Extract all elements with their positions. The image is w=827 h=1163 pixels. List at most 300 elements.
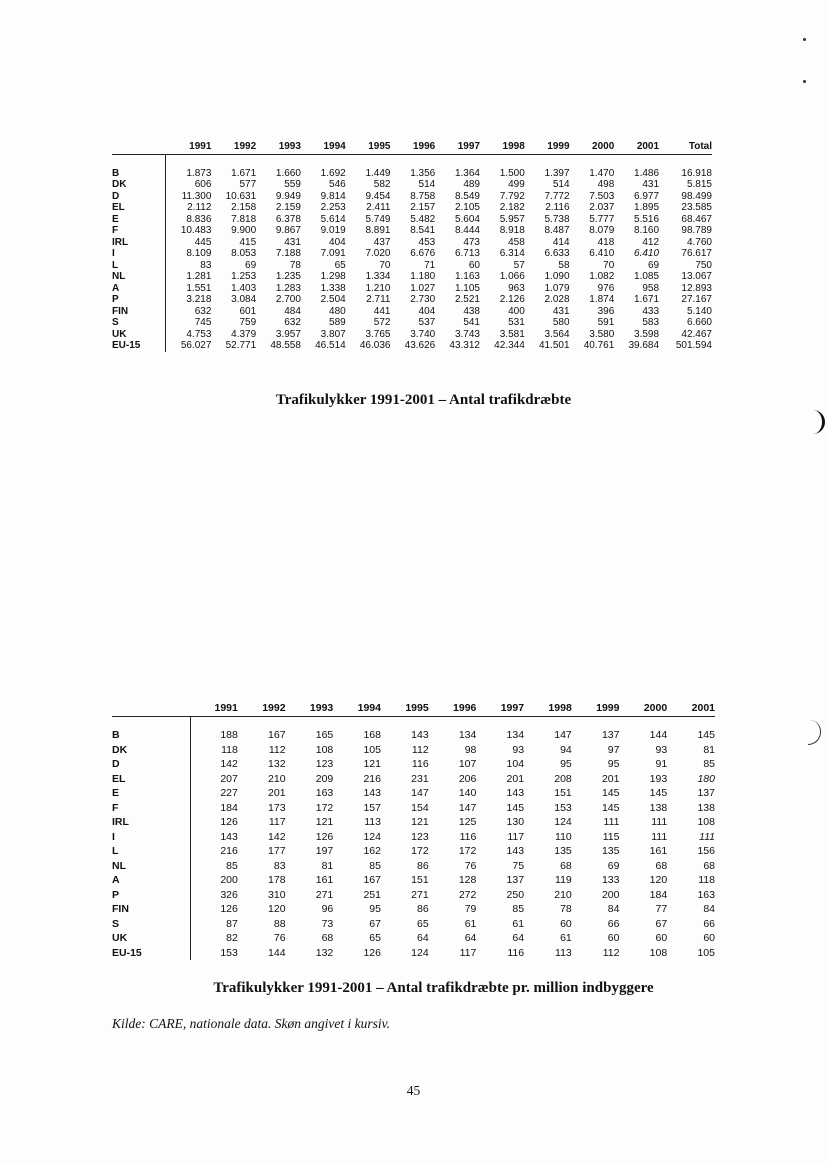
table-cell: 250 xyxy=(506,888,525,901)
table-cell: 11.300 xyxy=(181,190,212,202)
table-cell: 60 xyxy=(607,932,620,944)
column-header: Total xyxy=(659,138,712,155)
table-row xyxy=(112,902,715,917)
table-cell: 514 xyxy=(552,179,570,191)
country-label: S xyxy=(112,318,166,330)
table-cell: 499 xyxy=(508,179,525,191)
table-cell: 40.761 xyxy=(583,340,615,352)
table-cell: 144 xyxy=(268,946,286,959)
table-cell: 111 xyxy=(651,830,668,843)
fatalities-table-body xyxy=(112,155,712,353)
table-cell: 60 xyxy=(468,259,480,271)
column-header: 2000 xyxy=(570,138,615,155)
table-cell: 69 xyxy=(647,259,660,271)
table-cell: 162 xyxy=(363,845,381,857)
table-cell: 1.085 xyxy=(634,271,660,283)
table-row xyxy=(112,203,712,215)
table-cell: 404 xyxy=(329,236,346,248)
table-cell: 43.626 xyxy=(404,340,436,352)
table-row xyxy=(112,155,712,180)
table-cell: 77 xyxy=(655,903,668,915)
table-cell: 1.163 xyxy=(454,271,480,283)
table-cell: 431 xyxy=(552,305,570,317)
table-cell: 140 xyxy=(458,787,477,799)
table-cell: 157 xyxy=(363,801,381,814)
table-cell: 167 xyxy=(268,729,286,741)
table-cell: 1.449 xyxy=(365,167,391,179)
table-cell: 1.500 xyxy=(499,167,525,179)
table-cell: 9.454 xyxy=(365,190,391,202)
table-cell: 7.503 xyxy=(589,190,615,202)
table-cell: 94 xyxy=(560,743,572,756)
table-cell: 111 xyxy=(651,816,668,828)
table-cell: 78 xyxy=(560,903,572,915)
table-cell: 2.411 xyxy=(366,202,391,214)
table-row xyxy=(112,873,715,888)
table-cell: 65 xyxy=(369,932,381,944)
table-cell: 68.467 xyxy=(681,213,712,225)
page-number: 45 xyxy=(406,1083,421,1098)
table-cell: 2.112 xyxy=(187,202,212,214)
table-cell: 8.541 xyxy=(410,225,436,237)
table-cell: 48.558 xyxy=(270,340,301,352)
table-cell: 251 xyxy=(363,888,381,901)
table-cell: 1.298 xyxy=(320,271,346,283)
table-cell: 8.891 xyxy=(365,225,391,237)
table-cell: 2.711 xyxy=(366,294,391,306)
table-cell: 81 xyxy=(321,859,334,872)
table-cell: 5.140 xyxy=(686,305,712,317)
table-row xyxy=(112,214,712,226)
table-cell: 120 xyxy=(268,903,286,915)
table-cell: 1.283 xyxy=(275,282,301,294)
table-cell: 134 xyxy=(458,729,477,741)
table-cell: 3.743 xyxy=(454,328,480,340)
fatalities-table-caption: Trafikulykker 1991-2001 – Antal trafikdræbte xyxy=(275,392,572,408)
country-label: FIN xyxy=(112,902,190,917)
table-cell: 65 xyxy=(416,917,429,930)
table-cell: 958 xyxy=(642,282,660,294)
table-cell: 137 xyxy=(506,874,525,886)
table-cell: 84 xyxy=(607,903,620,915)
table-cell: 104 xyxy=(506,758,525,770)
table-cell: 3.580 xyxy=(589,328,615,340)
column-header: 1993 xyxy=(286,701,334,717)
table-cell: 66 xyxy=(607,917,620,930)
table-cell: 582 xyxy=(373,179,391,191)
table-cell: 7.020 xyxy=(365,248,391,260)
table-cell: 745 xyxy=(194,317,212,329)
country-label: A xyxy=(112,283,166,295)
table-cell: 68 xyxy=(655,859,668,872)
table-cell: 1.397 xyxy=(544,167,570,179)
table-cell: 9.019 xyxy=(320,225,346,237)
table-row xyxy=(112,249,712,261)
table-cell: 2.504 xyxy=(320,294,346,306)
table-cell: 87 xyxy=(226,917,238,930)
table-cell: 184 xyxy=(220,801,238,814)
table-cell: 2.158 xyxy=(231,202,257,214)
table-cell: 1.210 xyxy=(365,282,391,294)
table-cell: 412 xyxy=(642,236,660,248)
country-label: D xyxy=(112,757,190,772)
table-cell: 8.160 xyxy=(634,225,660,237)
table-cell: 271 xyxy=(315,888,334,901)
table-cell: 531 xyxy=(508,317,525,329)
country-label: EU-15 xyxy=(112,946,190,961)
table-cell: 112 xyxy=(602,946,620,959)
table-cell: 7.772 xyxy=(544,190,570,202)
table-cell: 577 xyxy=(239,179,257,191)
table-row xyxy=(112,237,712,249)
table-cell: 78 xyxy=(289,259,301,271)
table-cell: 73 xyxy=(321,917,334,930)
table-cell: 326 xyxy=(220,888,238,901)
table-cell: 161 xyxy=(649,845,668,857)
table-cell: 105 xyxy=(363,743,381,756)
table-cell: 130 xyxy=(506,816,525,828)
table-cell: 480 xyxy=(329,305,346,317)
table-cell: 153 xyxy=(220,946,238,959)
column-header: 1997 xyxy=(435,138,480,155)
table-cell: 167 xyxy=(363,874,381,886)
table-cell: 117 xyxy=(459,946,477,959)
table-cell: 1.105 xyxy=(454,282,480,294)
table-row xyxy=(112,815,715,830)
table-cell: 2.253 xyxy=(320,202,346,214)
column-header: 1994 xyxy=(333,701,381,717)
table-cell: 120 xyxy=(649,874,668,886)
column-header: 1991 xyxy=(166,138,211,155)
table-cell: 135 xyxy=(601,845,620,857)
table-cell: 5.516 xyxy=(634,213,660,225)
country-label: IRL xyxy=(112,237,166,249)
table-cell: 145 xyxy=(506,801,525,814)
table-cell: 86 xyxy=(416,903,429,915)
table-cell: 201 xyxy=(601,772,620,785)
table-cell: 85 xyxy=(703,758,715,770)
column-header: 1998 xyxy=(480,138,525,155)
table-cell: 108 xyxy=(649,946,668,959)
country-label: EL xyxy=(112,772,190,787)
table-cell: 271 xyxy=(411,888,429,901)
table-cell: 1.356 xyxy=(410,167,436,179)
table-row xyxy=(112,859,715,874)
table-cell: 7.188 xyxy=(275,248,301,260)
table-cell: 108 xyxy=(697,816,715,828)
table-cell: 125 xyxy=(458,816,477,828)
table-row xyxy=(112,329,712,341)
table-cell: 65 xyxy=(334,259,346,271)
table-cell: 206 xyxy=(458,772,477,785)
table-cell: 88 xyxy=(273,917,286,930)
table-row xyxy=(112,318,712,330)
table-cell: 438 xyxy=(463,305,480,317)
column-header: 1999 xyxy=(572,701,620,717)
table-cell: 5.957 xyxy=(499,213,525,225)
country-label: UK xyxy=(112,329,166,341)
column-header: 1992 xyxy=(238,701,286,717)
table-cell: 67 xyxy=(369,917,381,930)
table-cell: 6.660 xyxy=(686,317,712,329)
table-cell: 168 xyxy=(363,729,381,741)
table-row xyxy=(112,844,715,859)
table-cell: 79 xyxy=(464,903,477,915)
table-cell: 445 xyxy=(194,236,212,248)
table-cell: 46.036 xyxy=(359,340,391,352)
table-cell: 310 xyxy=(268,888,286,901)
table-cell: 415 xyxy=(239,236,257,248)
table-cell: 10.483 xyxy=(180,225,212,237)
table-cell: 126 xyxy=(220,903,238,915)
table-cell: 1.692 xyxy=(320,167,346,179)
table-cell: 178 xyxy=(268,874,286,886)
table-cell: 39.684 xyxy=(628,340,660,352)
table-cell: 121 xyxy=(411,816,429,828)
table-cell: 8.836 xyxy=(186,213,212,225)
table-cell: 541 xyxy=(463,317,480,329)
table-cell: 10.631 xyxy=(225,190,257,202)
table-cell: 61 xyxy=(512,917,525,930)
table-cell: 116 xyxy=(507,946,525,959)
table-cell: 7.818 xyxy=(231,213,257,225)
table-cell: 759 xyxy=(239,317,257,329)
table-cell: 6.676 xyxy=(410,248,436,260)
table-cell: 23.585 xyxy=(681,202,712,214)
table-cell: 126 xyxy=(220,816,238,828)
table-cell: 105 xyxy=(697,946,715,959)
table-cell: 7.792 xyxy=(499,190,525,202)
table-cell: 2.126 xyxy=(499,294,525,306)
table-cell: 418 xyxy=(597,236,615,248)
table-cell: 5.482 xyxy=(410,213,436,225)
table-cell: 27.167 xyxy=(681,294,712,306)
table-cell: 2.159 xyxy=(275,202,301,214)
table-cell: 272 xyxy=(458,888,477,901)
column-header: 2000 xyxy=(619,701,667,717)
source-note: Kilde: CARE, nationale data. Skøn angivet i kursiv. xyxy=(112,1016,390,1031)
table-cell: 115 xyxy=(602,830,620,843)
table-cell: 4.760 xyxy=(686,236,712,248)
table-cell: 210 xyxy=(554,888,572,901)
table-cell: 5.777 xyxy=(589,213,615,225)
table-cell: 1.235 xyxy=(275,271,301,283)
table-cell: 117 xyxy=(507,830,525,843)
table-cell: 42.344 xyxy=(494,340,525,352)
table-cell: 606 xyxy=(194,179,212,191)
table-cell: 1.364 xyxy=(454,167,480,179)
table-cell: 231 xyxy=(411,772,429,785)
table-row xyxy=(112,946,715,961)
table-cell: 632 xyxy=(194,305,212,317)
column-header: 1992 xyxy=(211,138,256,155)
table-cell: 124 xyxy=(554,816,572,828)
column-header: 2001 xyxy=(614,138,659,155)
table-cell: 138 xyxy=(697,801,715,814)
table-cell: 81 xyxy=(703,743,715,756)
table-cell: 116 xyxy=(459,830,477,843)
table-cell: 113 xyxy=(555,946,572,959)
table-cell: 95 xyxy=(607,758,620,770)
table-cell: 111 xyxy=(699,830,715,843)
table-cell: 2.182 xyxy=(499,202,525,214)
table-cell: 1.253 xyxy=(231,271,257,283)
margin-bracket-mark xyxy=(808,720,821,745)
table-cell: 591 xyxy=(597,317,615,329)
table-cell: 1.281 xyxy=(186,271,212,283)
table-cell: 6.713 xyxy=(454,248,480,260)
column-header: 2001 xyxy=(667,701,715,717)
table-cell: 56.027 xyxy=(180,340,212,352)
table-cell: 12.893 xyxy=(681,282,712,294)
table-cell: 514 xyxy=(418,179,436,191)
header-corner xyxy=(112,138,166,155)
table-cell: 66 xyxy=(703,917,715,930)
table-cell: 126 xyxy=(363,946,381,959)
table-cell: 2.157 xyxy=(410,202,436,214)
table-cell: 188 xyxy=(220,729,238,741)
table-cell: 95 xyxy=(560,758,572,770)
table-cell: 184 xyxy=(649,888,668,901)
country-label: I xyxy=(112,249,166,261)
table-cell: 8.444 xyxy=(454,225,480,237)
column-header: 1997 xyxy=(476,701,524,717)
table-cell: 6.410 xyxy=(634,248,660,260)
table-cell: 118 xyxy=(221,743,238,756)
table-cell: 6.314 xyxy=(499,248,525,260)
table-cell: 153 xyxy=(554,801,572,814)
table-cell: 433 xyxy=(642,305,660,317)
table-cell: 145 xyxy=(697,729,715,741)
country-label: NL xyxy=(112,272,166,284)
table-cell: 8.549 xyxy=(454,190,480,202)
table-row xyxy=(112,295,712,307)
table-cell: 3.765 xyxy=(365,328,391,340)
table-cell: 458 xyxy=(508,236,525,248)
table-row xyxy=(112,931,715,946)
table-cell: 1.180 xyxy=(410,271,436,283)
table-cell: 137 xyxy=(601,729,620,741)
table-cell: 177 xyxy=(268,845,286,857)
table-cell: 589 xyxy=(329,317,346,329)
table-row xyxy=(112,801,715,816)
table-cell: 68 xyxy=(560,859,572,872)
table-cell: 163 xyxy=(697,888,715,901)
table-cell: 601 xyxy=(239,305,257,317)
table-cell: 132 xyxy=(315,946,334,959)
table-cell: 132 xyxy=(268,758,286,770)
country-label: E xyxy=(112,786,190,801)
table-cell: 580 xyxy=(552,317,570,329)
margin-dot-mark xyxy=(803,38,806,41)
table-cell: 572 xyxy=(373,317,391,329)
table-cell: 111 xyxy=(603,816,620,828)
country-label: L xyxy=(112,260,166,272)
country-label: EU-15 xyxy=(112,341,166,353)
table-cell: 632 xyxy=(284,317,301,329)
table-cell: 583 xyxy=(642,317,660,329)
table-row xyxy=(112,283,712,295)
table-cell: 2.700 xyxy=(275,294,301,306)
table-cell: 42.467 xyxy=(681,328,712,340)
table-cell: 5.604 xyxy=(454,213,480,225)
table-row xyxy=(112,306,712,318)
table-cell: 113 xyxy=(364,816,381,828)
table-cell: 2.521 xyxy=(454,294,480,306)
table-cell: 143 xyxy=(506,845,525,857)
table-cell: 498 xyxy=(597,179,615,191)
table-cell: 180 xyxy=(697,772,715,785)
table-cell: 161 xyxy=(315,874,334,886)
table-cell: 227 xyxy=(220,787,238,799)
table-cell: 60 xyxy=(560,917,572,930)
table-cell: 83 xyxy=(200,259,212,271)
table-cell: 124 xyxy=(411,946,429,959)
country-label: A xyxy=(112,873,190,888)
table-cell: 91 xyxy=(655,758,668,770)
country-label: P xyxy=(112,888,190,903)
table-cell: 76.617 xyxy=(681,248,712,260)
table-cell: 126 xyxy=(315,830,334,843)
country-label: F xyxy=(112,226,166,238)
table-cell: 144 xyxy=(649,729,668,741)
table-cell: 16.918 xyxy=(681,167,712,179)
table-cell: 8.053 xyxy=(231,248,257,260)
table-row xyxy=(112,226,712,238)
table-cell: 200 xyxy=(220,874,238,886)
table-cell: 93 xyxy=(655,743,668,756)
table-cell: 473 xyxy=(463,236,480,248)
table-cell: 9.949 xyxy=(275,190,301,202)
table-cell: 70 xyxy=(603,259,615,271)
table-cell: 5.815 xyxy=(686,179,712,191)
table-cell: 84 xyxy=(703,903,715,915)
table-cell: 3.218 xyxy=(186,294,212,306)
table-cell: 151 xyxy=(411,874,429,886)
table-cell: 147 xyxy=(554,729,572,741)
table-cell: 3.957 xyxy=(275,328,301,340)
table-cell: 147 xyxy=(458,801,477,814)
table-cell: 8.918 xyxy=(499,225,525,237)
table-cell: 60 xyxy=(703,932,715,944)
table-cell: 143 xyxy=(363,787,381,799)
table-cell: 208 xyxy=(554,772,572,785)
table-cell: 3.564 xyxy=(544,328,570,340)
table-cell: 404 xyxy=(418,305,436,317)
country-label: DK xyxy=(112,180,166,192)
table-cell: 1.660 xyxy=(275,167,301,179)
table-cell: 143 xyxy=(411,729,429,741)
table-cell: 95 xyxy=(369,903,381,915)
table-cell: 1.486 xyxy=(634,167,660,179)
table-cell: 1.338 xyxy=(320,282,346,294)
table-cell: 85 xyxy=(226,859,238,872)
table-cell: 441 xyxy=(373,305,391,317)
table-cell: 68 xyxy=(703,859,715,872)
table-cell: 172 xyxy=(411,845,429,857)
country-label: DK xyxy=(112,743,190,758)
table-cell: 9.867 xyxy=(275,225,301,237)
country-label: EL xyxy=(112,203,166,215)
table-cell: 1.082 xyxy=(589,271,615,283)
table-cell: 216 xyxy=(220,845,238,857)
table-row xyxy=(112,917,715,932)
table-row xyxy=(112,743,715,758)
table-cell: 151 xyxy=(554,787,572,799)
table-cell: 559 xyxy=(284,179,301,191)
table-cell: 1.671 xyxy=(634,294,660,306)
table-cell: 976 xyxy=(597,282,615,294)
